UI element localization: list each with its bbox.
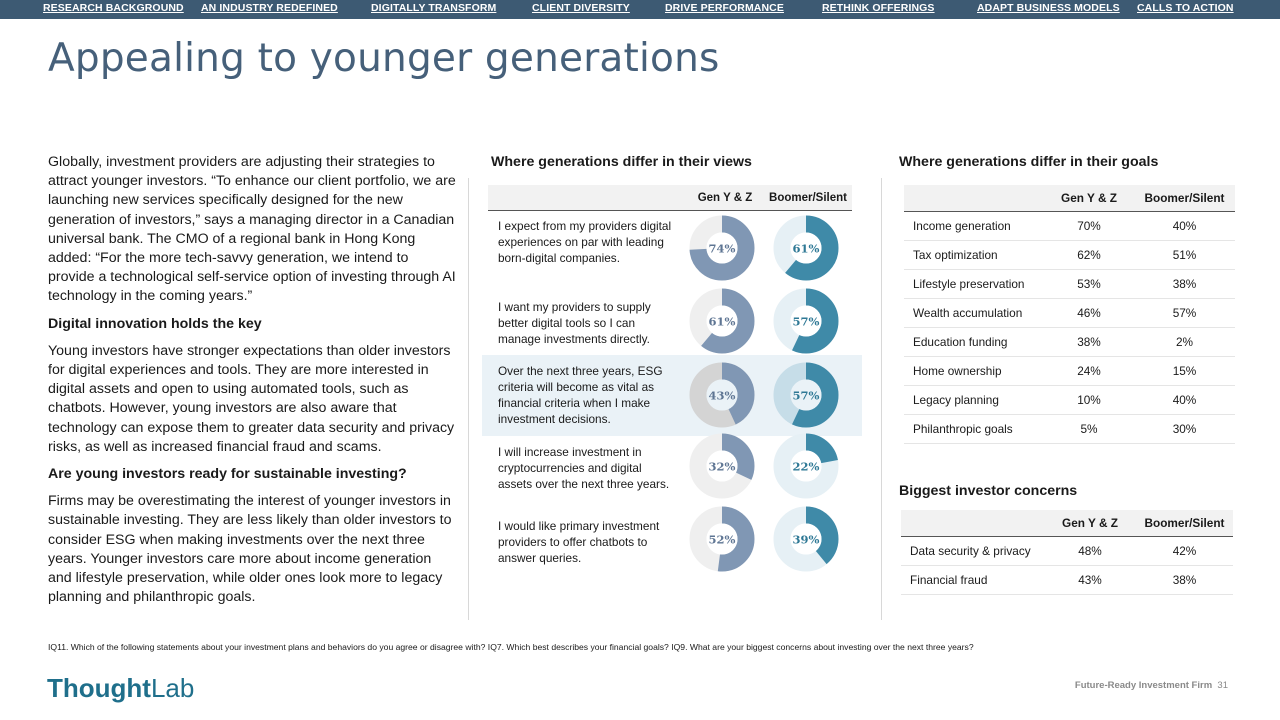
top-nav (0, 0, 1280, 19)
page-number: 31 (1217, 680, 1228, 691)
concerns-cell-boomer: 38% (1136, 566, 1233, 595)
nav-adapt-business-models[interactable]: ADAPT BUSINESS MODELS (977, 2, 1120, 14)
goals-cell-label: Philanthropic goals (904, 415, 1044, 444)
intro-paragraph: Globally, investment providers are adjusting their strategies to attract younger investors. “To enhance our client portfolio, we are launching new services specifically designed for the new generation of investors,” says a managing director in a Canadian universal bank. The CMO of a regional bank in Hong Kong added: “For the more tech-savvy generation, we intend to provide a technological self-service option of investing through AI technology in the coming years.” (48, 154, 456, 305)
genyz-donut-label: 61% (708, 314, 736, 329)
goals-cell-boomer: 30% (1134, 415, 1235, 444)
thoughtlab-logo (47, 673, 194, 704)
sustainable-heading: Are young investors ready for sustainable investing? (48, 466, 407, 483)
column-divider (468, 178, 469, 620)
concerns-col-label (901, 510, 1044, 537)
concerns-cell-boomer: 42% (1136, 537, 1233, 566)
genyz-donut-label: 43% (708, 388, 736, 403)
goals-cell-genyz: 53% (1044, 270, 1134, 299)
genyz-donut (687, 360, 757, 430)
views-title: Where generations differ in their views (491, 154, 752, 170)
genyz-donut (687, 286, 757, 356)
genyz-donut (687, 213, 757, 283)
views-statement: I expect from my providers digital experiences on par with leading born-digital companies. (498, 219, 672, 265)
goals-table (904, 185, 1235, 444)
nav-client-diversity[interactable]: CLIENT DIVERSITY (532, 2, 630, 14)
views-col-genyz: Gen Y & Z (697, 192, 753, 204)
boomer-donut-label: 61% (792, 241, 820, 256)
genyz-donut-label: 74% (708, 241, 736, 256)
goals-row (904, 270, 1235, 299)
boomer-donut (771, 213, 841, 283)
digital-paragraph: Young investors have stronger expectations than older investors for digital experiences and tools. They are more interested in digital assets and open to using automated tools, such as chatbots. However, young investors are also aware that technology can expose them to greater data security and privacy risks, as well as increased financial fraud and scams. (48, 342, 455, 455)
views-row (488, 428, 852, 500)
goals-cell-genyz: 70% (1044, 212, 1134, 241)
views-statement: I would like primary investment providers to offer chatbots to answer queries. (498, 519, 660, 565)
goals-cell-genyz: 5% (1044, 415, 1134, 444)
nav-rethink-offerings[interactable]: RETHINK OFFERINGS (822, 2, 935, 14)
goals-cell-genyz: 62% (1044, 241, 1134, 270)
concerns-cell-label: Financial fraud (901, 566, 1044, 595)
views-row (488, 501, 852, 573)
views-row (488, 283, 852, 355)
concerns-title: Biggest investor concerns (899, 483, 1078, 499)
concerns-row (901, 537, 1233, 566)
goals-cell-boomer: 51% (1134, 241, 1235, 270)
goals-col-label (904, 185, 1044, 212)
concerns-cell-label: Data security & privacy (901, 537, 1044, 566)
boomer-donut (771, 360, 841, 430)
nav-industry-redefined[interactable]: AN INDUSTRY REDEFINED (201, 2, 338, 14)
genyz-donut-label: 32% (708, 459, 736, 474)
body-text (48, 153, 458, 615)
goals-row (904, 299, 1235, 328)
nav-calls-to-action[interactable]: CALLS TO ACTION (1137, 2, 1234, 14)
nav-digitally-transform[interactable]: DIGITALLY TRANSFORM (371, 2, 497, 14)
goals-cell-boomer: 57% (1134, 299, 1235, 328)
goals-row (904, 212, 1235, 241)
boomer-donut (771, 286, 841, 356)
nav-research-background[interactable]: RESEARCH BACKGROUND (43, 2, 184, 14)
boomer-donut-label: 22% (792, 459, 820, 474)
goals-cell-genyz: 46% (1044, 299, 1134, 328)
footnote: IQ11. Which of the following statements about your investment plans and behaviors do you agree or disagree with? IQ7. Which best describes your financial goals? IQ9. What are your biggest concerns about investing over the next three years? (48, 642, 974, 652)
views-statement: I want my providers to supply better digital tools so I can manage investments directly. (498, 300, 651, 346)
report-name: Future-Ready Investment Firm (1074, 680, 1213, 691)
boomer-donut-label: 57% (792, 314, 820, 329)
concerns-row (901, 566, 1233, 595)
goals-cell-label: Home ownership (904, 357, 1044, 386)
page-title: Appealing to younger generations (48, 36, 720, 81)
goals-cell-boomer: 40% (1134, 386, 1235, 415)
digital-heading: Digital innovation holds the key (48, 315, 262, 332)
goals-cell-label: Wealth accumulation (904, 299, 1044, 328)
logo-bold: Thought (47, 673, 151, 703)
goals-cell-genyz: 38% (1044, 328, 1134, 357)
goals-row (904, 328, 1235, 357)
goals-cell-genyz: 10% (1044, 386, 1134, 415)
concerns-cell-genyz: 48% (1044, 537, 1136, 566)
goals-col-boomer: Boomer/Silent (1134, 185, 1235, 212)
boomer-donut (771, 504, 841, 574)
views-statement: Over the next three years, ESG criteria will become as vital as financial criteria when I make investment decisions. (498, 364, 663, 426)
boomer-donut-label: 57% (792, 388, 820, 403)
goals-cell-label: Education funding (904, 328, 1044, 357)
genyz-donut (687, 431, 757, 501)
goals-cell-boomer: 2% (1134, 328, 1235, 357)
views-row (482, 355, 862, 436)
goals-row (904, 241, 1235, 270)
nav-drive-performance[interactable]: DRIVE PERFORMANCE (665, 2, 784, 14)
logo-normal: Lab (150, 673, 195, 703)
views-row (488, 210, 852, 282)
goals-cell-boomer: 38% (1134, 270, 1235, 299)
goals-row (904, 386, 1235, 415)
concerns-cell-genyz: 43% (1044, 566, 1136, 595)
views-col-boomer: Boomer/Silent (769, 192, 847, 204)
page-footer (1075, 680, 1228, 691)
goals-row (904, 415, 1235, 444)
boomer-donut (771, 431, 841, 501)
goals-cell-label: Tax optimization (904, 241, 1044, 270)
boomer-donut-label: 39% (792, 532, 820, 547)
goals-cell-genyz: 24% (1044, 357, 1134, 386)
column-divider (881, 178, 882, 620)
goals-cell-label: Income generation (904, 212, 1044, 241)
goals-cell-label: Lifestyle preservation (904, 270, 1044, 299)
sustainable-paragraph: Firms may be overestimating the interest of younger investors in sustainable investing. They are less likely than older investors to consider ESG when making investments over the next three years. Younger investors care more about income generation and lifestyle preservation, while older ones look more to legacy planning and philanthropic goals. (48, 493, 452, 606)
goals-col-genyz: Gen Y & Z (1044, 185, 1134, 212)
concerns-col-boomer: Boomer/Silent (1136, 510, 1233, 537)
concerns-table (901, 510, 1233, 595)
goals-title: Where generations differ in their goals (899, 154, 1159, 170)
goals-row (904, 357, 1235, 386)
concerns-col-genyz: Gen Y & Z (1044, 510, 1136, 537)
views-statement: I will increase investment in cryptocurrencies and digital assets over the next three years. (498, 445, 670, 491)
goals-cell-boomer: 40% (1134, 212, 1235, 241)
views-table-header (488, 185, 852, 211)
goals-cell-label: Legacy planning (904, 386, 1044, 415)
genyz-donut-label: 52% (708, 532, 736, 547)
goals-cell-boomer: 15% (1134, 357, 1235, 386)
genyz-donut (687, 504, 757, 574)
